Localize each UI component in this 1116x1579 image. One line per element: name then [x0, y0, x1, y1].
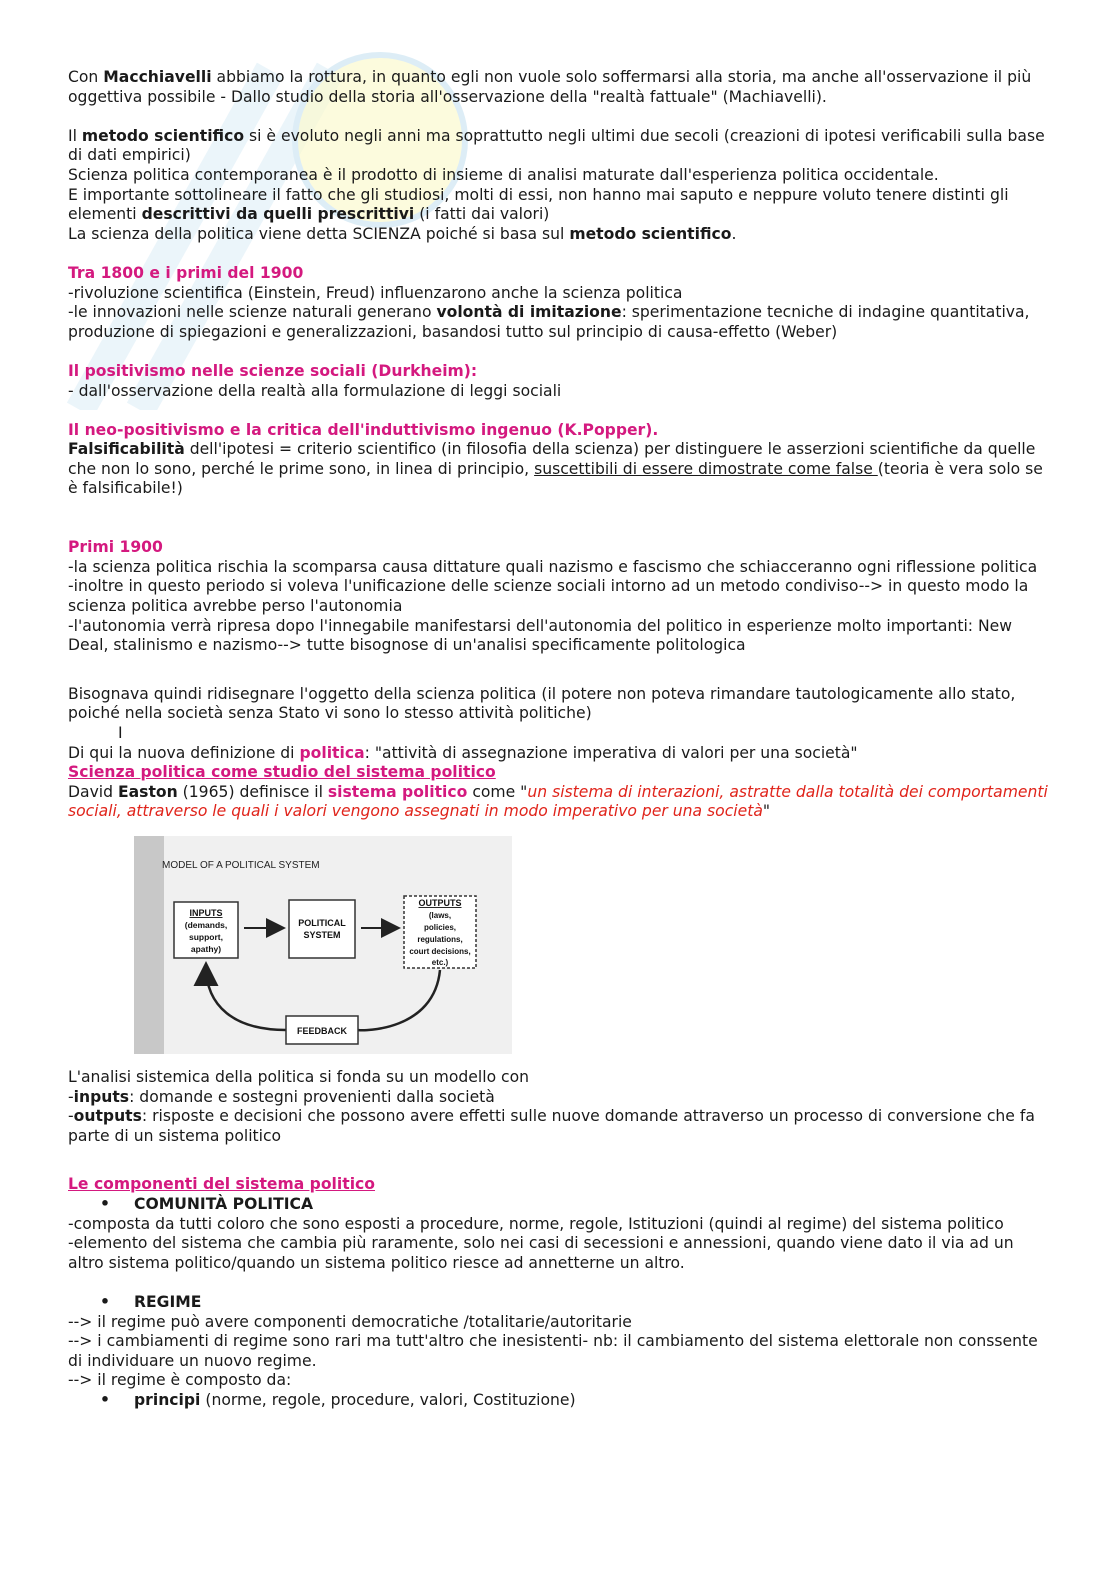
diagram-svg	[134, 836, 512, 1054]
bullet-dot: •	[100, 1390, 110, 1409]
paragraph-line: Bisognava quindi ridisegnare l'oggetto della scienza politica (il potere non poteva rimandare tautologicamente allo stato, poiché nella società senza Stato vi sono lo stesso attività politiche)	[68, 684, 1016, 723]
paragraph-line: L'analisi sistemica della politica si fonda su un modello con	[68, 1067, 530, 1086]
svg-text:regulations,: regulations,	[417, 934, 463, 944]
svg-text:apathy): apathy)	[190, 943, 222, 954]
bullet-dot: •	[100, 1194, 110, 1213]
bold-macchiavelli: Macchiavelli	[103, 68, 212, 86]
bullet-dot: •	[100, 1292, 110, 1311]
political-system-box	[289, 900, 355, 958]
svg-text:POLITICAL: POLITICAL	[298, 917, 346, 928]
feedback-curve-right	[358, 970, 440, 1030]
svg-text:support,: support,	[189, 931, 223, 942]
paragraph-line: --> i cambiamenti di regime sono rari ma tutt'altro che inesistenti- nb: il cambiamento del sistema elettorale non conssente di individuare un nuovo regime.	[68, 1332, 1038, 1370]
outputs-title: OUTPUTS	[418, 897, 462, 908]
paragraph-line: -la scienza politica rischia la scomparsa causa dittature quali nazismo e fascismo che schiacceranno ogni riflessione politica	[68, 557, 1038, 576]
diagram-title: MODEL OF A POLITICAL SYSTEM	[162, 859, 320, 871]
paragraph-line: --> il regime è composto da:	[68, 1371, 292, 1390]
paragraph-macchiavelli: Con Macchiavelli abbiamo la rottura, in quanto egli non vuole solo soffermarsi alla storia, ma anche all'osservazione il più oggettiva possibile - Dallo studio della storia all'osservazione della "realtà fattuale" (Machiavelli).	[68, 68, 1032, 106]
text-cursor: I	[118, 724, 123, 742]
feedback-label: FEEDBACK	[296, 1025, 348, 1036]
paragraph-line: -outputs: risposte e decisioni che possono avere effetti sulle nuove domande attraverso un processo di conversione che fa parte di un sistema politico	[68, 1107, 1035, 1145]
paragraph-line: -rivoluzione scientifica (Einstein, Freud) influenzarono anche la scienza politica	[68, 283, 683, 302]
svg-text:(laws,: (laws,	[428, 910, 452, 920]
paragraph-line: Di qui la nuova definizione di politica: "attività di assegnazione imperativa di valori per una società"	[68, 743, 858, 762]
paragraph-falsificabilita: Falsificabilità dell'ipotesi = criterio scientifico (in filosofia della scienza) per distinguere le asserzioni scientifiche da quelle che non lo sono, perché le prime sono, in linea di principio, suscettibili di essere dimostrate come false (teoria è vera solo se è falsificabile!)	[68, 440, 1043, 498]
paragraph-line: La scienza della politica viene detta SCIENZA poiché si basa sul metodo scientifico.	[68, 224, 737, 243]
paragraph-line: -le innovazioni nelle scienze naturali generano volontà di imitazione: sperimentazione tecniche di indagine quantitativa, produzione di spiegazioni e generalizzazioni, basandosi tutto sul principio di causa-effetto (Weber)	[68, 303, 1030, 341]
inputs-title: INPUTS	[189, 907, 223, 918]
section-heading: Primi 1900	[68, 538, 163, 557]
section-heading: Il neo-positivismo e la critica dell'induttivismo ingenuo (K.Popper).	[68, 420, 659, 439]
political-system-diagram	[134, 836, 512, 1054]
bullet-item: • principi (norme, regole, procedure, valori, Costituzione)	[100, 1390, 576, 1409]
document-page	[68, 68, 1048, 1410]
svg-text:etc.): etc.)	[431, 957, 449, 967]
section-heading: Tra 1800 e i primi del 1900	[68, 263, 304, 282]
paragraph-line: - dall'osservazione della realtà alla formulazione di leggi sociali	[68, 381, 562, 400]
paragraph-line: -elemento del sistema che cambia più raramente, solo nei casi di secessioni e annessioni, quando viene dato il via ad un altro sistema politico/quando un sistema politico riesce ad annetterne un altro.	[68, 1234, 1014, 1272]
paragraph-line: E importante sottolineare il fatto che gli studiosi, molti di essi, non hanno mai saputo e neppure voluto tenere distinti gli elementi descrittivi da quelli prescrittivi (i fatti dai valori)	[68, 185, 1009, 224]
bullet-item: • REGIME	[100, 1292, 202, 1311]
svg-text:SYSTEM: SYSTEM	[303, 929, 341, 940]
section-heading: Scienza politica come studio del sistema politico	[68, 763, 496, 782]
paragraph-line: Scienza politica contemporanea è il prodotto di insieme di analisi maturate dall'esperienza politica occidentale.	[68, 165, 939, 184]
paragraph-line: -l'autonomia verrà ripresa dopo l'innegabile manifestarsi dell'autonomia del politico in esperienze molto importanti: New Deal, stalinismo e nazismo--> tutte bisognose di un'analisi specificamente politologica	[68, 616, 1013, 655]
svg-text:(demands,: (demands,	[184, 919, 228, 930]
section-heading: Le componenti del sistema politico	[68, 1175, 376, 1194]
svg-text:policies,: policies,	[423, 922, 457, 932]
paragraph-easton: David Easton (1965) definisce il sistema politico come "un sistema di interazioni, astratte dalla totalità dei comportamenti sociali, attraverso le quali i valori vengono assegnati in modo imperativo per una società"	[68, 782, 1048, 821]
svg-text:court decisions,: court decisions,	[409, 946, 471, 956]
feedback-curve-left	[206, 966, 286, 1030]
bullet-item: • COMUNITÀ POLITICA	[100, 1194, 314, 1213]
paragraph-line: --> il regime può avere componenti democratiche /totalitarie/autoritarie	[68, 1312, 632, 1331]
section-heading: Il positivismo nelle scienze sociali (Durkheim):	[68, 361, 478, 380]
paragraph-line: -composta da tutti coloro che sono esposti a procedure, norme, regole, Istituzioni (quindi al regime) del sistema politico	[68, 1214, 1004, 1233]
paragraph-line: -inoltre in questo periodo si voleva l'unificazione delle scienze sociali intorno ad un metodo condiviso--> in questo modo la scienza politica avrebbe perso l'autonomia	[68, 577, 1029, 616]
paragraph-line: -inputs: domande e sostegni provenienti dalla società	[68, 1087, 495, 1106]
paragraph-metodo: Il metodo scientifico si è evoluto negli anni ma soprattutto negli ultimi due secoli (creazioni di ipotesi verificabili sulla base di dati empirici)	[68, 126, 1045, 165]
